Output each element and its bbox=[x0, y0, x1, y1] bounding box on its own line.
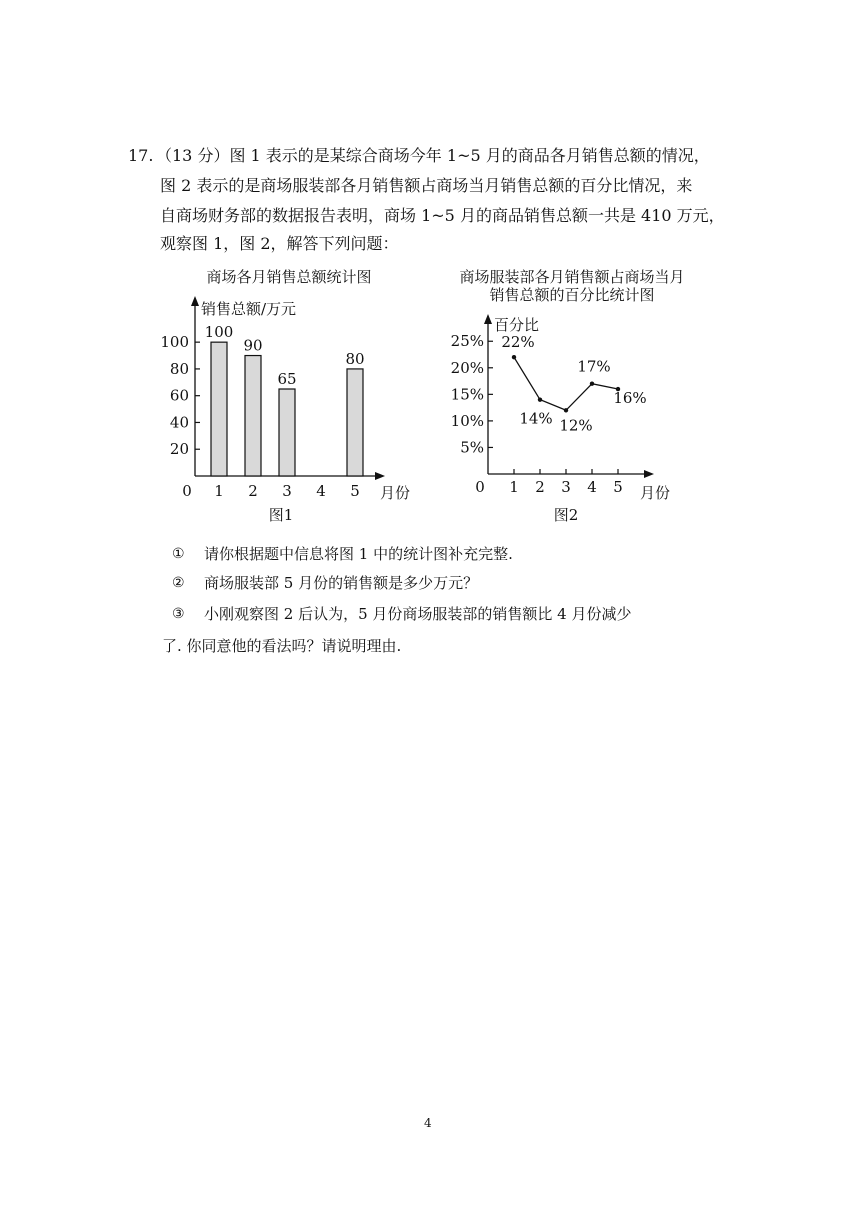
chart2-data-label: 16% bbox=[613, 389, 647, 408]
q3-text: 小刚观察图 2 后认为，5 月份商场服装部的销售额比 4 月份减少 bbox=[204, 605, 632, 623]
chart1-data-label: 65 bbox=[277, 370, 297, 388]
chart1-ytick-label: 40 bbox=[169, 413, 189, 432]
chart2-ytick-label: 10% bbox=[450, 411, 484, 430]
chart1-ytick-label: 100 bbox=[160, 333, 189, 352]
problem-line-3: 自商场财务部的数据报告表明，商场 1~5 月的商品销售总额一共是 410 万元， bbox=[160, 206, 725, 225]
chart2-ytick-label: 5% bbox=[460, 438, 484, 457]
chart1-caption: 图1 bbox=[268, 506, 294, 524]
chart2-data-label: 17% bbox=[577, 357, 611, 376]
chart2-x-arrow bbox=[644, 470, 654, 478]
chart2-data-label: 12% bbox=[559, 416, 593, 435]
chart1-ytick-label: 60 bbox=[169, 386, 189, 405]
chart2-data-label: 22% bbox=[501, 333, 535, 352]
figure-1-bar-chart bbox=[160, 266, 425, 526]
chart1-xtick-label: 1 bbox=[214, 482, 224, 500]
chart2-y-arrow bbox=[484, 314, 492, 324]
chart2-ylabel: 百分比 bbox=[494, 316, 540, 334]
q2-text bbox=[204, 573, 478, 593]
chart1-ytick-label: 80 bbox=[169, 359, 189, 378]
chart1-bar bbox=[279, 389, 295, 476]
chart2-point bbox=[590, 382, 594, 386]
chart2-point bbox=[564, 408, 568, 412]
chart1-bar bbox=[211, 342, 227, 476]
chart2-origin: 0 bbox=[475, 478, 485, 496]
chart2-xtick-label: 1 bbox=[509, 478, 519, 496]
chart1-xlabel: 月份 bbox=[380, 484, 411, 502]
q1-text: 请你根据题中信息将图 1 中的统计图补充完整. bbox=[204, 545, 513, 563]
chart2-caption: 图2 bbox=[553, 506, 579, 524]
chart2-xtick-label: 2 bbox=[535, 478, 545, 496]
chart1-xtick-label: 2 bbox=[248, 482, 258, 500]
chart1-bar bbox=[245, 356, 261, 476]
q3-marker: ③ bbox=[172, 606, 185, 622]
chart2-point bbox=[538, 397, 542, 401]
chart1-ylabel: 销售总额/万元 bbox=[201, 300, 297, 318]
figure-2-line-chart bbox=[438, 266, 708, 526]
chart1-ytick-label: 20 bbox=[169, 440, 189, 459]
q2-marker: ② bbox=[172, 575, 185, 591]
chart1-title: 商场各月销售总额统计图 bbox=[206, 268, 372, 286]
chart2-data-label: 14% bbox=[519, 409, 553, 428]
chart1-data-label: 100 bbox=[204, 323, 234, 342]
chart1-xtick-label: 5 bbox=[350, 482, 360, 500]
chart2-xlabel: 月份 bbox=[640, 484, 671, 502]
chart1-data-label: 80 bbox=[345, 349, 365, 368]
chart2-point bbox=[512, 355, 516, 359]
chart1-bar bbox=[347, 369, 363, 476]
chart1-xtick-label: 4 bbox=[316, 482, 326, 500]
chart2-ytick-label: 25% bbox=[450, 332, 484, 351]
chart2-xtick-label: 4 bbox=[587, 478, 597, 496]
chart1-x-arrow bbox=[375, 472, 385, 480]
chart2-ytick-label: 20% bbox=[450, 358, 484, 377]
problem-number: 17. bbox=[128, 146, 154, 165]
chart2-xtick-label: 3 bbox=[561, 478, 571, 496]
q3-continuation: 了. 你同意他的看法吗？请说明理由. bbox=[162, 637, 402, 655]
chart2-ytick-label: 15% bbox=[450, 385, 484, 404]
chart1-xtick-label: 3 bbox=[282, 482, 292, 500]
chart2-title-line2: 销售总额的百分比统计图 bbox=[489, 286, 655, 304]
chart1-data-label: 90 bbox=[243, 336, 263, 355]
problem-line-1: （13 分）图 1 表示的是某综合商场今年 1~5 月的商品各月销售总额的情况， bbox=[156, 146, 710, 165]
problem-line-2: 图 2 表示的是商场服装部各月销售额占商场当月销售总额的百分比情况，来 bbox=[160, 176, 693, 195]
page-number: 4 bbox=[424, 1116, 432, 1130]
q2-text-span: 商场服装部 5 月份的销售额是多少万元？ bbox=[204, 574, 479, 592]
chart1-origin: 0 bbox=[182, 482, 192, 500]
chart2-title-line1: 商场服装部各月销售额占商场当月 bbox=[459, 268, 685, 286]
chart2-xtick-label: 5 bbox=[613, 478, 623, 496]
problem-line-4: 观察图 1，图 2，解答下列问题： bbox=[160, 234, 399, 253]
chart1-y-arrow bbox=[191, 296, 199, 306]
q1-marker: ① bbox=[172, 546, 185, 562]
